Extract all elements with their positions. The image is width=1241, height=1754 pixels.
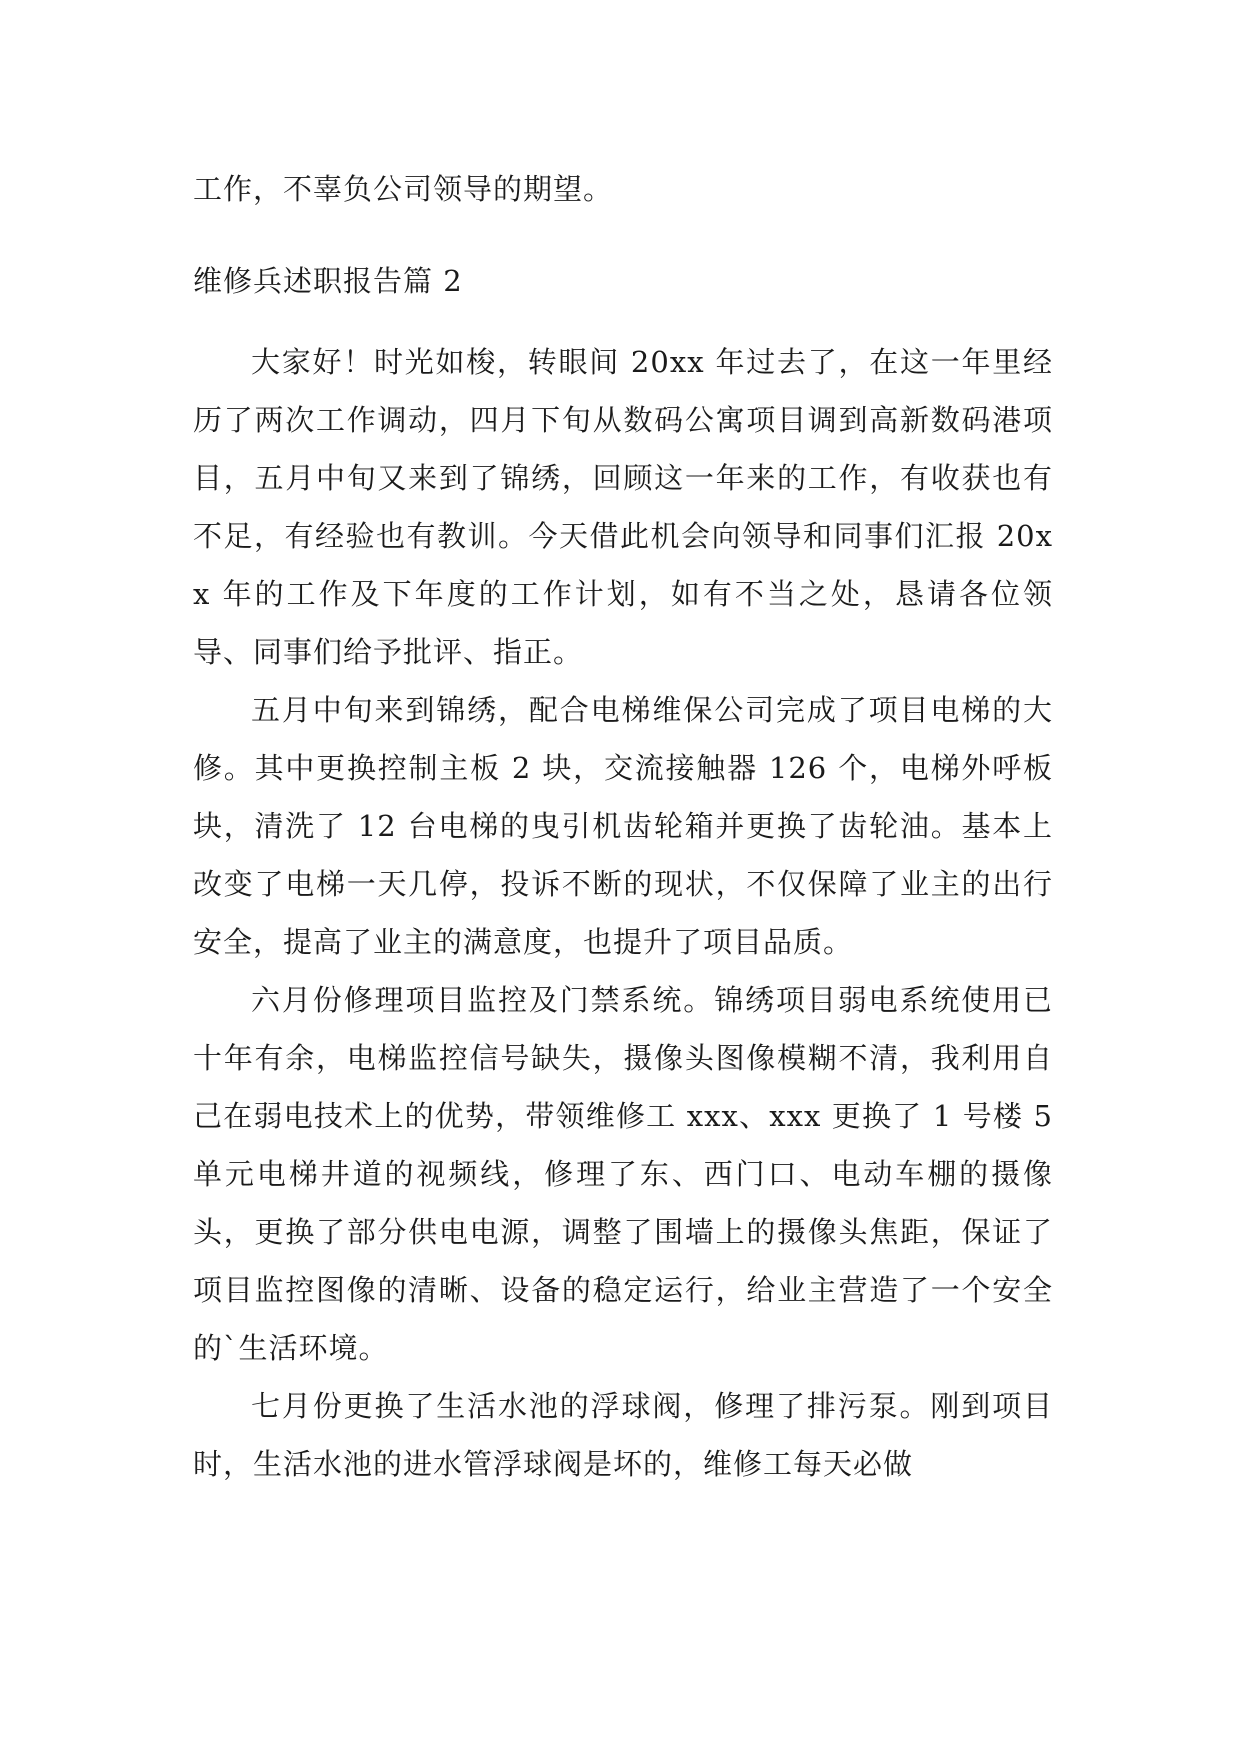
continuation-line: 工作，不辜负公司领导的期望。: [193, 172, 614, 206]
paragraph-monitoring-system: 六月份修理项目监控及门禁系统。锦绣项目弱电系统使用已十年有余，电梯监控信号缺失，摄像头图像模糊不清，我利用自己在弱电技术上的优势，带领维修工 xxx、xxx 更换了 1 号楼 5 单元电梯井道的视频线，修理了东、西门口、电动车棚的摄像头，更换了部分供电电源，调整了围墙上的摄像头焦距，保证了项目监控图像的清晰、设备的稳定运行，给业主营造了一个安全的`生活环境。: [193, 983, 1053, 1365]
paragraph-elevator-repair: 五月中旬来到锦绣，配合电梯维保公司完成了项目电梯的大修。其中更换控制主板 2 块，交流接触器 126 个，电梯外呼板块，清洗了 12 台电梯的曳引机齿轮箱并更换了齿轮油。基本上改变了电梯一天几停，投诉不断的现状，不仅保障了业主的出行安全，提高了业主的满意度，也提升了项目品质。: [193, 693, 1053, 959]
section-title: 维修兵述职报告篇 2: [193, 264, 463, 298]
paragraph-greeting: 大家好！时光如梭，转眼间 20xx 年过去了，在这一年里经历了两次工作调动，四月下旬从数码公寓项目调到高新数码港项目，五月中旬又来到了锦绣，回顾这一年来的工作，有收获也有不足，有经验也有教训。今天借此机会向领导和同事们汇报 20xx 年的工作及下年度的工作计划，如有不当之处，恳请各位领导、同事们给予批评、指正。: [193, 345, 1053, 669]
paragraph-water-tank: 七月份更换了生活水池的浮球阀，修理了排污泵。刚到项目时，生活水池的进水管浮球阀是坏的，维修工每天必做: [193, 1389, 1053, 1481]
report-body: [193, 333, 1053, 1493]
